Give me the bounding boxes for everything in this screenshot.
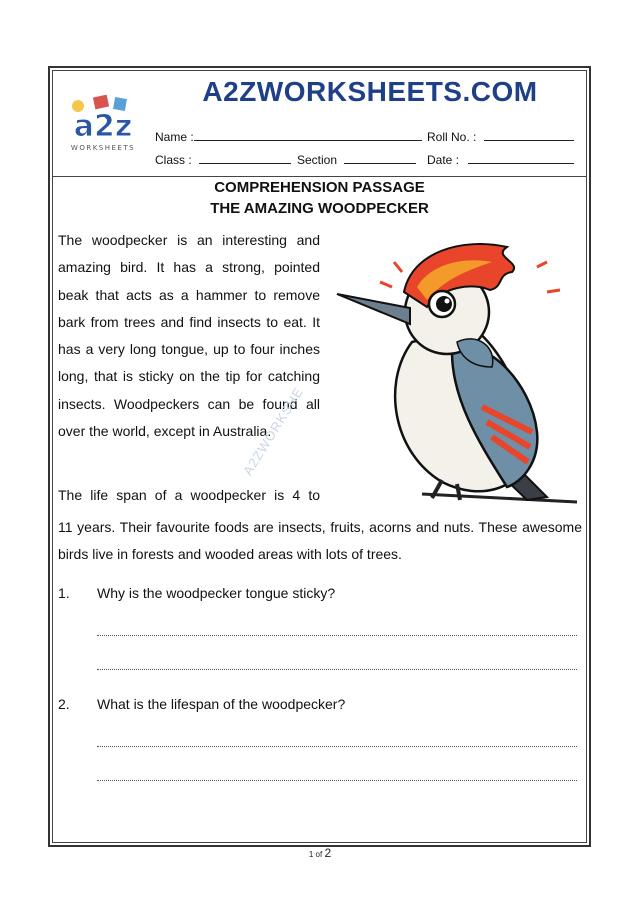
passage-title: THE AMAZING WOODPECKER xyxy=(210,200,429,217)
roll-blank[interactable] xyxy=(484,129,574,141)
roll-field xyxy=(427,129,574,144)
logo-subtext: WORKSHEETS xyxy=(70,144,136,152)
worksheet-heading: COMPREHENSION PASSAGE xyxy=(214,179,425,196)
date-field xyxy=(427,152,574,167)
page-total: 2 xyxy=(324,846,332,860)
woodpecker-illustration-icon xyxy=(332,232,584,512)
passage-paragraph-2-rest: 11 years. Their favourite foods are insects, fruits, acorns and nuts. These awesome birds live in forests and wooded areas with lots of trees. xyxy=(58,519,582,563)
answer-line-2b[interactable] xyxy=(97,780,577,781)
question-2-text: What is the lifespan of the woodpecker? xyxy=(97,696,346,712)
class-label: Class : xyxy=(155,153,192,167)
page-number xyxy=(0,846,640,860)
section-blank[interactable] xyxy=(344,152,416,164)
roll-label: Roll No. : xyxy=(427,130,477,144)
date-label: Date : xyxy=(427,153,460,167)
page-of: of xyxy=(315,850,323,859)
section-label: Section xyxy=(297,153,338,167)
section-field xyxy=(297,152,416,167)
passage-paragraph-2-start: The life span of a woodpecker is 4 to xyxy=(58,487,320,503)
question-1-text: Why is the woodpecker tongue sticky? xyxy=(97,585,336,601)
name-label: Name : xyxy=(155,130,194,144)
class-blank[interactable] xyxy=(199,152,291,164)
name-blank[interactable] xyxy=(194,129,422,141)
class-field xyxy=(155,152,291,167)
name-field xyxy=(155,129,422,144)
logo-letters: a2z xyxy=(73,109,133,144)
answer-line-1a[interactable] xyxy=(97,635,577,636)
page-current: 1 xyxy=(308,850,314,859)
question-1-number: 1. xyxy=(58,585,70,601)
answer-line-2a[interactable] xyxy=(97,746,577,747)
header-divider xyxy=(52,176,587,177)
site-title: A2ZWORKSHEETS.COM xyxy=(202,76,538,107)
a2z-logo-icon xyxy=(58,92,148,154)
answer-line-1b[interactable] xyxy=(97,669,577,670)
question-2-number: 2. xyxy=(58,696,70,712)
date-blank[interactable] xyxy=(468,152,574,164)
watermark-text: A2ZWORKSHE xyxy=(240,384,307,478)
passage-paragraph-1: The woodpecker is an interesting and amazing bird. It has a strong, pointed beak that acts as a hammer to remove bark from trees and find insects to eat. It has a very long tongue, up to four inches long, that is sticky on the tip for catching insects. Woodpeckers can be found all over the world, except in Australia. xyxy=(58,232,320,440)
